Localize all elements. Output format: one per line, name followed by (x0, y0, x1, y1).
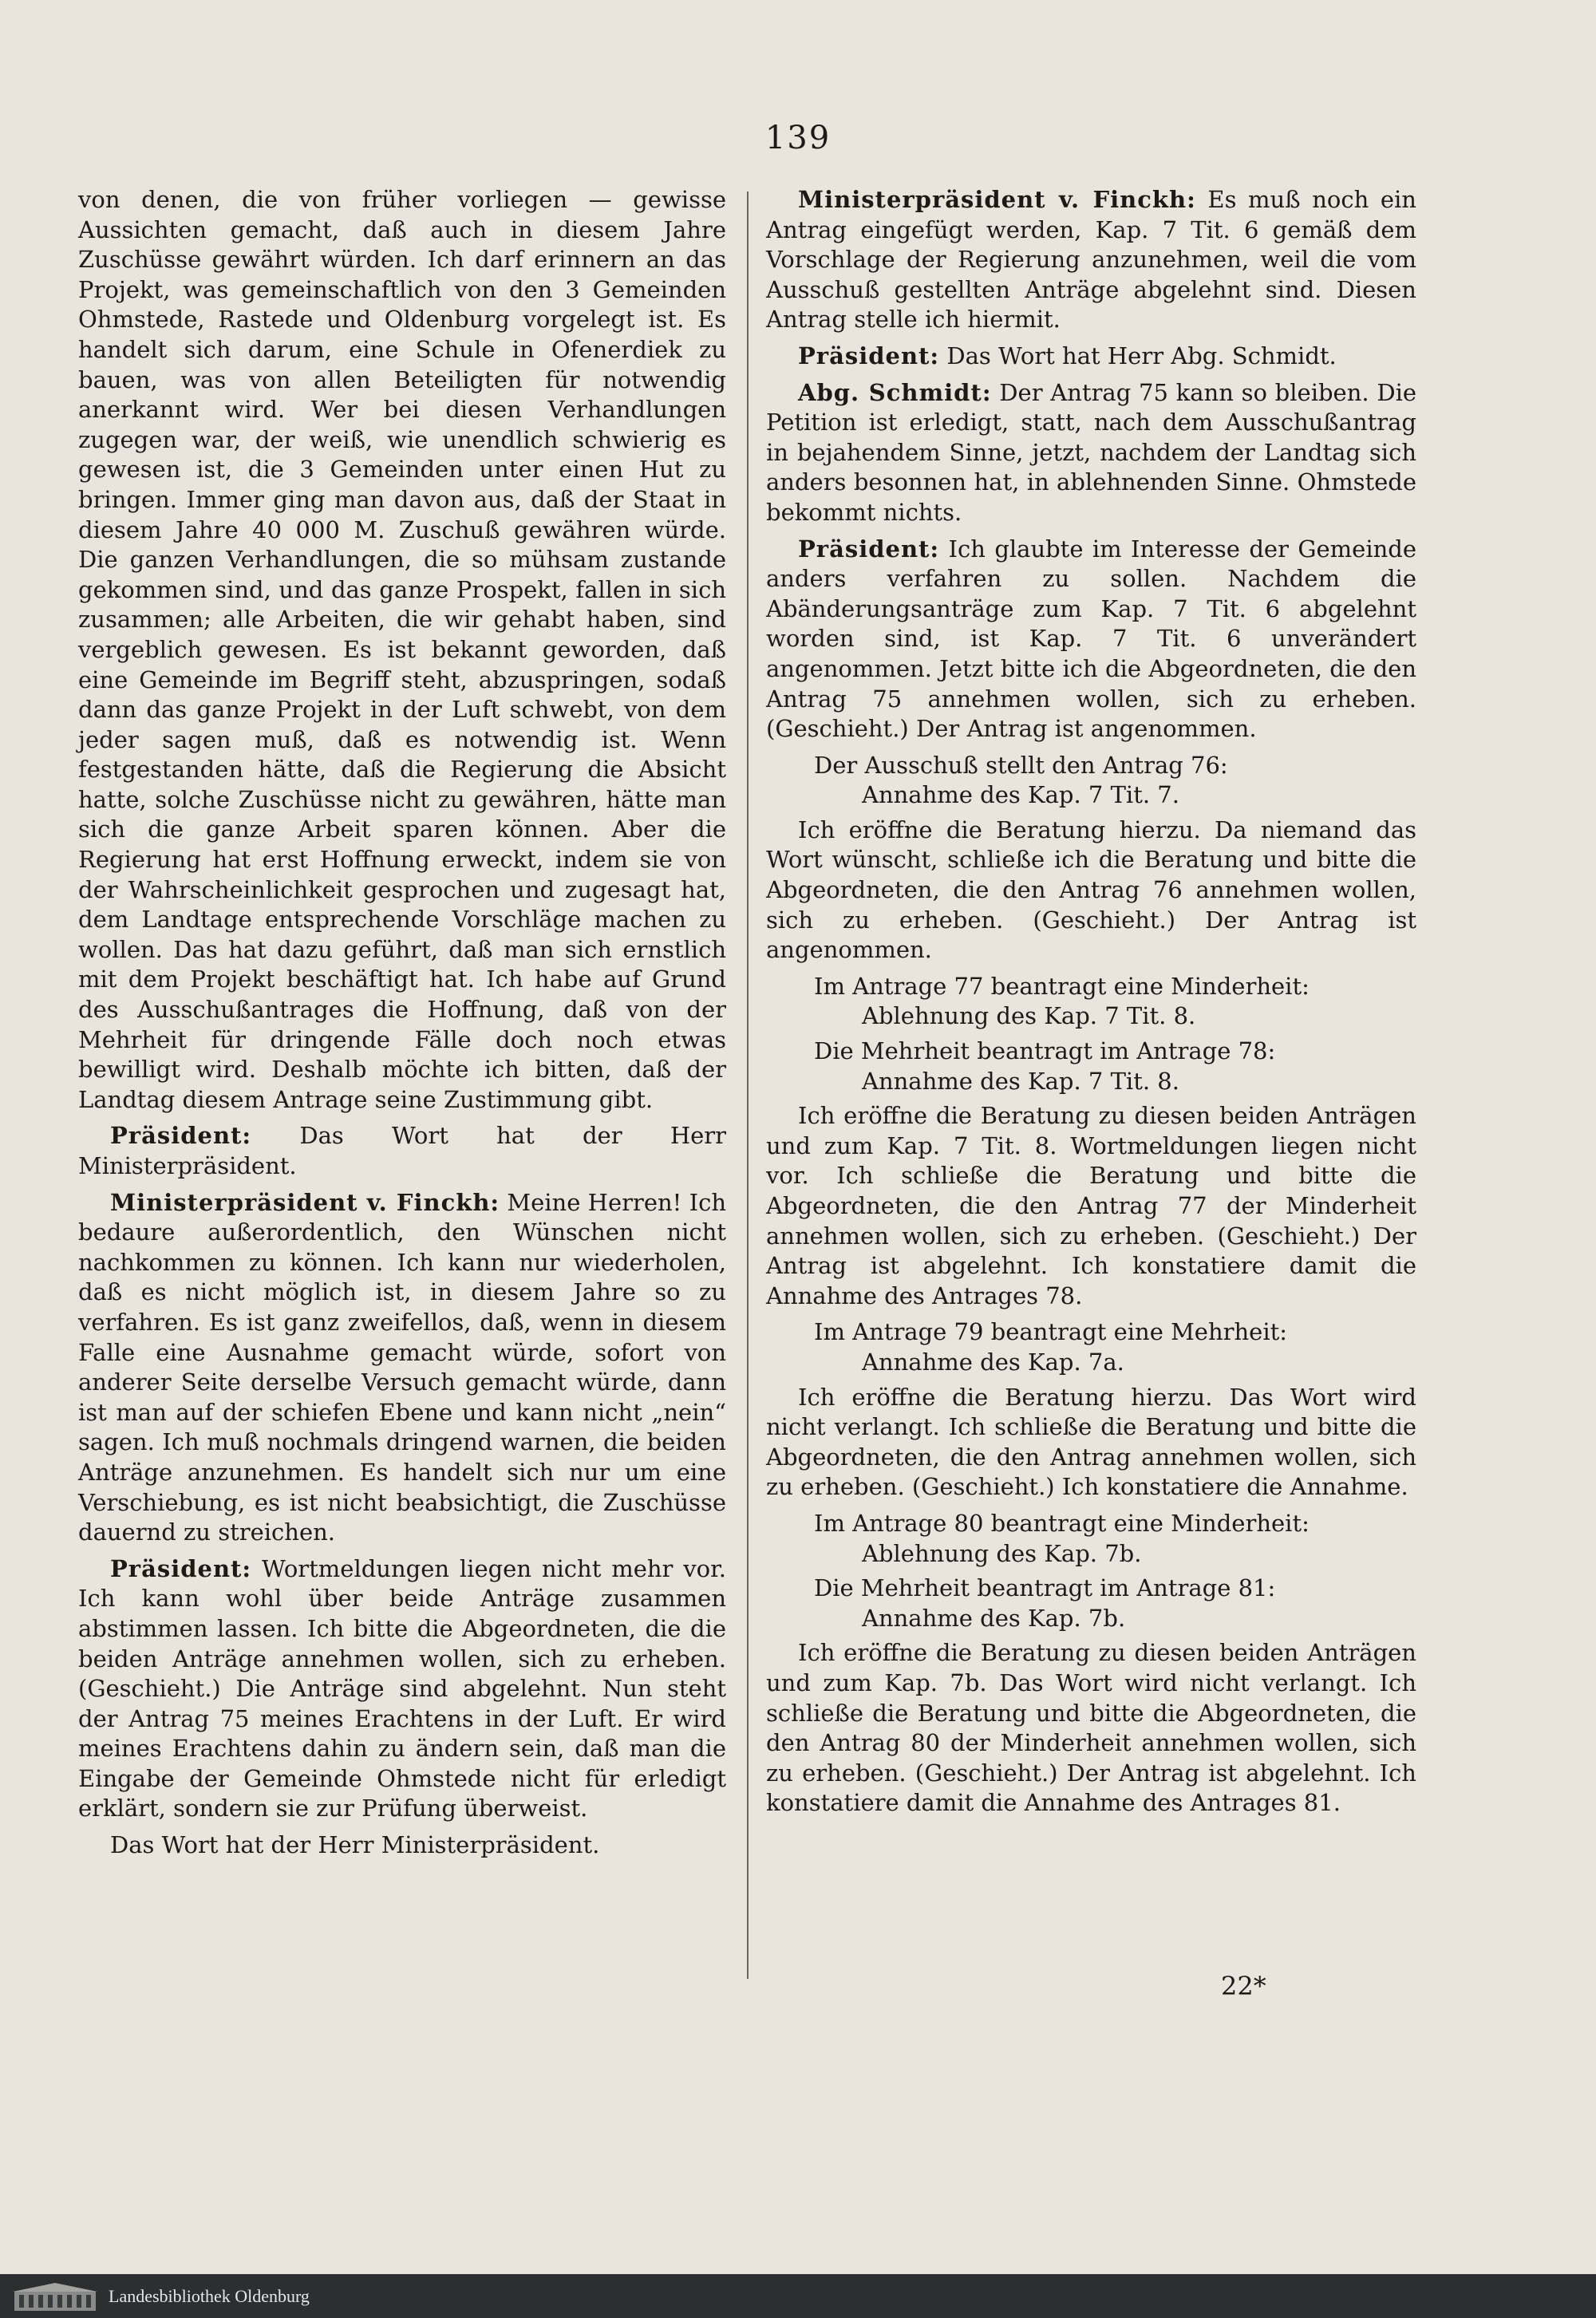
left-column (78, 185, 726, 1867)
speaker-label: Ministerpräsident v. Finckh: (798, 186, 1196, 213)
paragraph: Präsident: Das Wort hat Herr Abg. Schmidt. (798, 342, 1337, 369)
right-column (766, 185, 1416, 1825)
speaker-label: Präsident: (798, 535, 940, 563)
speaker-label: Ministerpräsident v. Finckh: (110, 1188, 500, 1216)
signature-mark: 22* (1221, 1971, 1266, 2001)
motion: Die Mehrheit beantragt im Antrage 81: Annahme des Kap. 7b. (814, 1574, 1276, 1632)
library-building-icon (11, 2280, 99, 2312)
speaker-label: Abg. Schmidt: (798, 378, 992, 406)
paragraph: Ministerpräsident v. Finckh: Meine Herren! Ich bedaure außerordentlich, den Wünschen nicht nachkommen zu können. Ich kann nur wiederholen, daß es nicht möglich ist, in diesem Jahre so zu verfahren. Es ist ganz zweifellos, daß, wenn in diesem Falle eine Ausnahme gemacht würde, sofort von anderer Seite derselbe Versuch gemacht würde, dann ist man auf der schiefen Ebene und kann nicht „nein“ sagen. Ich muß nochmals dringend warnen, die beiden Anträge anzunehmen. Es handelt sich nur um eine Verschiebung, es ist nicht beabsichtigt, die Zuschüsse dauernd zu streichen. (78, 1188, 726, 1546)
library-name: Landesbibliothek Oldenburg (109, 2286, 310, 2306)
paragraph: Präsident: Wortmeldungen liegen nicht mehr vor. Ich kann wohl über beide Anträge zusammen abstimmen lassen. Ich bitte die Abgeordneten, die die beiden Anträge annehmen wollen, sich zu erheben. (Geschieht.) Die Anträge sind abgelehnt. Nun steht der Antrag 75 meines Erachtens in der Luft. Er wird meines Erachtens dahin zu ändern sein, daß man die Eingabe der Gemeinde Ohmstede nicht für erledigt erklärt, sondern sie zur Prüfung überweist. (78, 1554, 726, 1822)
motion: Die Mehrheit beantragt im Antrage 78: Annahme des Kap. 7 Tit. 8. (814, 1037, 1276, 1095)
library-footer (0, 2274, 1596, 2318)
page-number: 139 (764, 120, 832, 156)
motion: Im Antrage 79 beantragt eine Mehrheit: Annahme des Kap. 7a. (814, 1318, 1288, 1376)
motion: Im Antrage 77 beantragt eine Minderheit: Ablehnung des Kap. 7 Tit. 8. (814, 972, 1310, 1030)
paragraph: Abg. Schmidt: Der Antrag 75 kann so bleiben. Die Petition ist erledigt, statt, nach dem Ausschußantrag in bejahendem Sinne, jetzt, nachdem der Landtag sich anders besonnen hat, in ablehnenden Sinne. Ohmstede bekommt nichts. (766, 378, 1417, 526)
paragraph: Das Wort hat der Herr Ministerpräsident. (110, 1831, 600, 1859)
motion: Der Ausschuß stellt den Antrag 76: Annahme des Kap. 7 Tit. 7. (814, 751, 1228, 809)
speaker-label: Präsident: (798, 342, 940, 369)
column-divider (747, 192, 749, 1979)
paragraph: von denen, die von früher vorliegen — gewisse Aussichten gemacht, daß auch in diesem Jahre Zuschüsse gewährt würden. Ich darf erinnern an das Projekt, was gemeinschaftlich von den 3 Gemeinden Ohmstede, Rastede und Oldenburg vorgelegt ist. Es handelt sich darum, eine Schule in Ofenerdiek zu bauen, was von allen Beteiligten für notwendig anerkannt wird. Wer bei diesen Verhandlungen zugegen war, der weiß, wie unendlich schwierig es gewesen ist, die 3 Gemeinden unter einen Hut zu bringen. Immer ging man davon aus, daß der Staat in diesem Jahre 40 000 M. Zuschuß gewähren würde. Die ganzen Verhandlungen, die so mühsam zustande gekommen sind, und das ganze Prospekt, fallen in sich zusammen; alle Arbeiten, die wir gehabt haben, sind vergeblich gewesen. Es ist bekannt geworden, daß eine Gemeinde im Begriff steht, abzuspringen, sodaß dann das ganze Projekt in der Luft schwebt, von dem jeder sagen muß, daß es notwendig ist. Wenn festgestanden hätte, daß die Regierung die Absicht hatte, solche Zuschüsse nicht zu gewähren, hätte man sich die ganze Arbeit sparen können. Aber die Regierung hat erst Hoffnung erweckt, indem sie von der Wahrscheinlichkeit gesprochen und zugesagt hat, dem Landtage entsprechende Vorschläge machen zu wollen. Das hat dazu geführt, daß man sich ernstlich mit dem Projekt beschäftigt hat. Ich habe auf Grund des Ausschußantrages die Hoffnung, daß von der Mehrheit für dringende Fälle doch noch etwas bewilligt wird. Deshalb möchte ich bitten, daß der Landtag diesem Antrage seine Zustimmung gibt. (78, 186, 726, 1113)
motion: Im Antrage 80 beantragt eine Minderheit: Ablehnung des Kap. 7b. (814, 1509, 1310, 1567)
paragraph: Ich eröffne die Beratung hierzu. Das Wort wird nicht verlangt. Ich schließe die Beratung und bitte die Abgeordneten, die den Antrag annehmen wollen, sich zu erheben. (Geschieht.) Ich konstatiere die Annahme. (766, 1383, 1416, 1501)
speaker-label: Präsident: (110, 1122, 252, 1150)
speaker-label: Präsident: (110, 1554, 252, 1582)
paragraph: Präsident: Ich glaubte im Interesse der Gemeinde anders verfahren zu sollen. Nachdem die Abänderungsanträge zum Kap. 7 Tit. 6 abgelehnt worden sind, ist Kap. 7 Tit. 6 unverändert angenommen. Jetzt bitte ich die Abgeordneten, die den Antrag 75 annehmen wollen, sich zu erheben. (Geschieht.) Der Antrag ist angenommen. (766, 535, 1417, 743)
paragraph: Ministerpräsident v. Finckh: Es muß noch ein Antrag eingefügt werden, Kap. 7 Tit. 6 gemäß dem Vorschlage der Regierung anzunehmen, weil die vom Ausschuß gestellten Anträge abgelehnt sind. Diesen Antrag stelle ich hiermit. (766, 186, 1416, 334)
paragraph: Ich eröffne die Beratung hierzu. Da niemand das Wort wünscht, schließe ich die Beratung und bitte die Abgeordneten, die den Antrag 76 annehmen wollen, sich zu erheben. (Geschieht.) Der Antrag ist angenommen. (766, 815, 1416, 964)
paragraph: Ich eröffne die Beratung zu diesen beiden Anträgen und zum Kap. 7 Tit. 8. Wortmeldungen liegen nicht vor. Ich schließe die Beratung und bitte die Abgeordneten, die den Antrag 77 der Minderheit annehmen wollen, sich zu erheben. (Geschieht.) Der Antrag ist abgelehnt. Ich konstatiere damit die Annahme des Antrages 78. (766, 1102, 1416, 1309)
paragraph: Ich eröffne die Beratung zu diesen beiden Anträgen und zum Kap. 7b. Das Wort wird nicht verlangt. Ich schließe die Beratung und bitte die Abgeordneten, die den Antrag 80 der Minderheit annehmen wollen, sich zu erheben. (Geschieht.) Der Antrag ist abgelehnt. Ich konstatiere damit die Annahme des Antrages 81. (766, 1639, 1416, 1817)
paragraph: Präsident: Das Wort hat der Herr Ministerpräsident. (78, 1122, 727, 1179)
